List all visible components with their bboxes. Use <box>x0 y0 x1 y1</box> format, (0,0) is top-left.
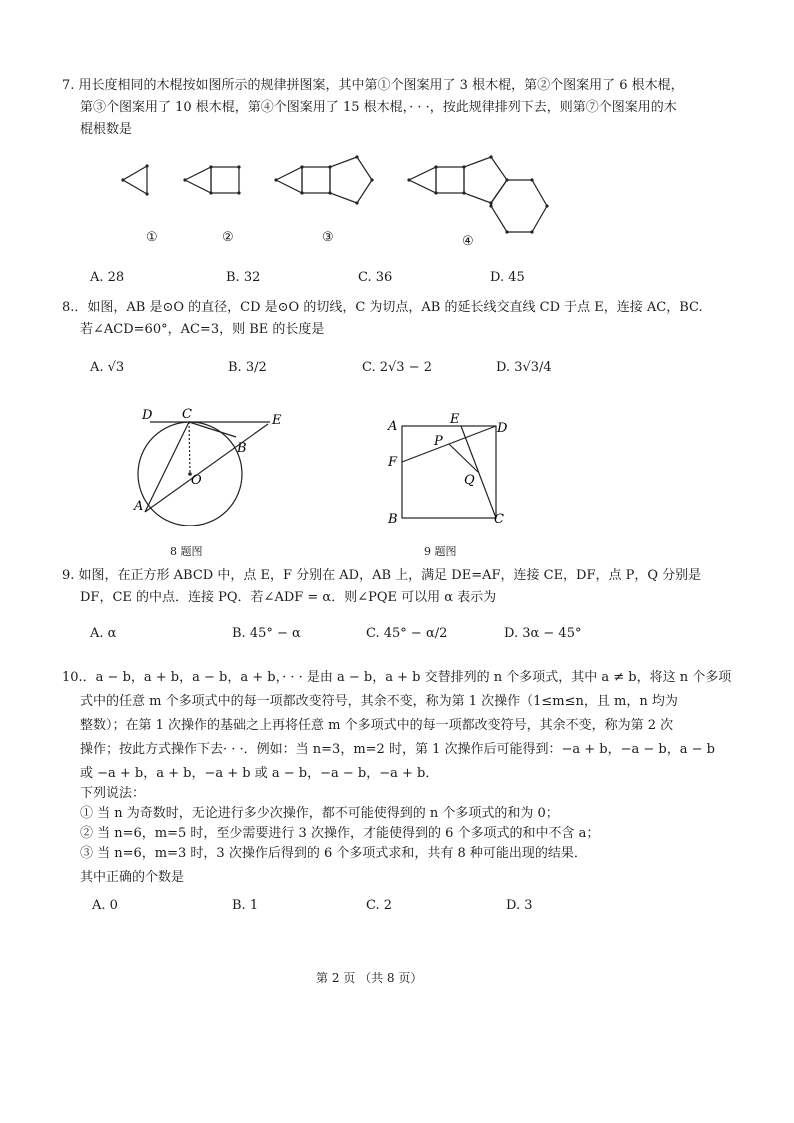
q9-figure <box>384 410 514 528</box>
pattern-1-triangle <box>123 166 147 194</box>
q8-figure <box>130 402 290 526</box>
q10-option-c: C. 2 <box>366 898 393 913</box>
q8-line-1: 8.．如图，AB 是⊙O 的直径，CD 是⊙O 的切线，C 为切点，AB 的延长线交直线 CD 于点 E，连接 AC，BC. <box>62 300 703 315</box>
q9-figure-caption: 9 题图 <box>424 545 457 558</box>
q7-option-d: D. 45 <box>490 270 525 285</box>
q10-option-a: A. 0 <box>92 898 118 913</box>
q9-option-d: D. 3α − 45° <box>504 626 582 641</box>
q10-statement-2: ② 当 n=6，m=5 时，至少需要进行 3 次操作，才能使得到的 6 个多项式的和中不含 a； <box>80 826 600 841</box>
point-o-label: O <box>191 473 202 488</box>
q9-line-1: 9. 如图，在正方形 ABCD 中，点 E，F 分别在 AD，AB 上，满足 DE=AF，连接 CE，DF，点 P，Q 分别是 <box>62 568 702 583</box>
q7-option-a: A. 28 <box>90 270 125 285</box>
point-e-label: E <box>272 413 282 428</box>
q10-option-d: D. 3 <box>506 898 533 913</box>
point-e-label: E <box>450 412 460 427</box>
q7-line-2: 第③个图案用了 10 根木棍，第④个图案用了 15 根木棍，· · ·，按此规律排列下去，则第⑦个图案用的木 <box>80 100 677 115</box>
point-a-label: A <box>134 499 144 514</box>
page-footer: 第 2 页 （共 8 页） <box>316 971 423 985</box>
point-b-label: B <box>388 512 398 527</box>
q10-line-6: 下列说法： <box>80 786 146 801</box>
q9-option-a: A. α <box>90 626 117 641</box>
q7-label-4: ④ <box>462 234 474 249</box>
q8-option-c: C. 2√3 − 2 <box>362 360 433 375</box>
q7-line-1: 7. 用长度相同的木棍按如图所示的规律拼图案，其中第①个图案用了 3 根木棍，第②个图案用了 6 根木棍， <box>62 78 684 93</box>
q10-line-4: 操作；按此方式操作下去· · ·．例如：当 n=3，m=2 时，第 1 次操作后可能得到：−a + b，−a − b，a − b <box>80 742 715 757</box>
q7-label-2: ② <box>222 230 234 245</box>
q8-option-d: D. 3√3/4 <box>496 360 552 375</box>
point-d-label: D <box>497 421 508 436</box>
q8-line-2: 若∠ACD=60°，AC=3，则 BE 的长度是 <box>80 322 325 337</box>
q7-label-1: ① <box>146 230 158 245</box>
q10-line-3: 整数）；在第 1 次操作的基础之上再将任意 m 个多项式中的每一项都改变符号，其余不变，称为第 2 次 <box>80 718 674 733</box>
q8-figure-caption: 8 题图 <box>170 545 203 558</box>
q9-option-b: B. 45° − α <box>232 626 301 641</box>
q10-statement-1: ① 当 n 为奇数时，无论进行多少次操作，都不可能使得到的 n 个多项式的和为 0； <box>80 806 559 821</box>
point-c-label: C <box>494 512 504 527</box>
point-q-label: Q <box>464 473 475 488</box>
q10-option-b: B. 1 <box>232 898 259 913</box>
q8-option-b: B. 3/2 <box>228 360 267 375</box>
q7-pattern-figure <box>100 150 570 260</box>
point-f-label: F <box>388 455 398 470</box>
q10-line-10: 其中正确的个数是 <box>80 870 185 885</box>
q9-line-2: DF，CE 的中点．连接 PQ．若∠ADF = α．则∠PQE 可以用 α 表示为 <box>80 590 497 605</box>
q10-line-5: 或 −a + b，a + b，−a + b 或 a − b，−a − b，−a + b． <box>80 766 439 781</box>
point-b-label: B <box>237 441 247 456</box>
point-c-label: C <box>182 407 192 422</box>
point-a-label: A <box>388 419 398 434</box>
q10-line-1: 10.．a − b，a + b，a − b，a + b，· · · 是由 a − b，a + b 交替排列的 n 个多项式，其中 a ≠ b，将这 n 个多项 <box>62 670 732 685</box>
point-d-label: D <box>142 408 153 423</box>
point-p-label: P <box>434 434 443 449</box>
q8-option-a: A. √3 <box>90 360 125 375</box>
q9-option-c: C. 45° − α/2 <box>366 626 448 641</box>
q7-label-3: ③ <box>322 230 334 245</box>
q7-option-c: C. 36 <box>358 270 393 285</box>
q10-line-2: 式中的任意 m 个多项式中的每一项都改变符号，其余不变，称为第 1 次操作（1≤m≤n，且 m，n 均为 <box>80 694 678 709</box>
q7-option-b: B. 32 <box>226 270 261 285</box>
q10-statement-3: ③ 当 n=6，m=3 时，3 次操作后得到的 6 个多项式求和，共有 8 种可能出现的结果． <box>80 846 587 861</box>
q7-line-3: 棍根数是 <box>80 122 133 137</box>
